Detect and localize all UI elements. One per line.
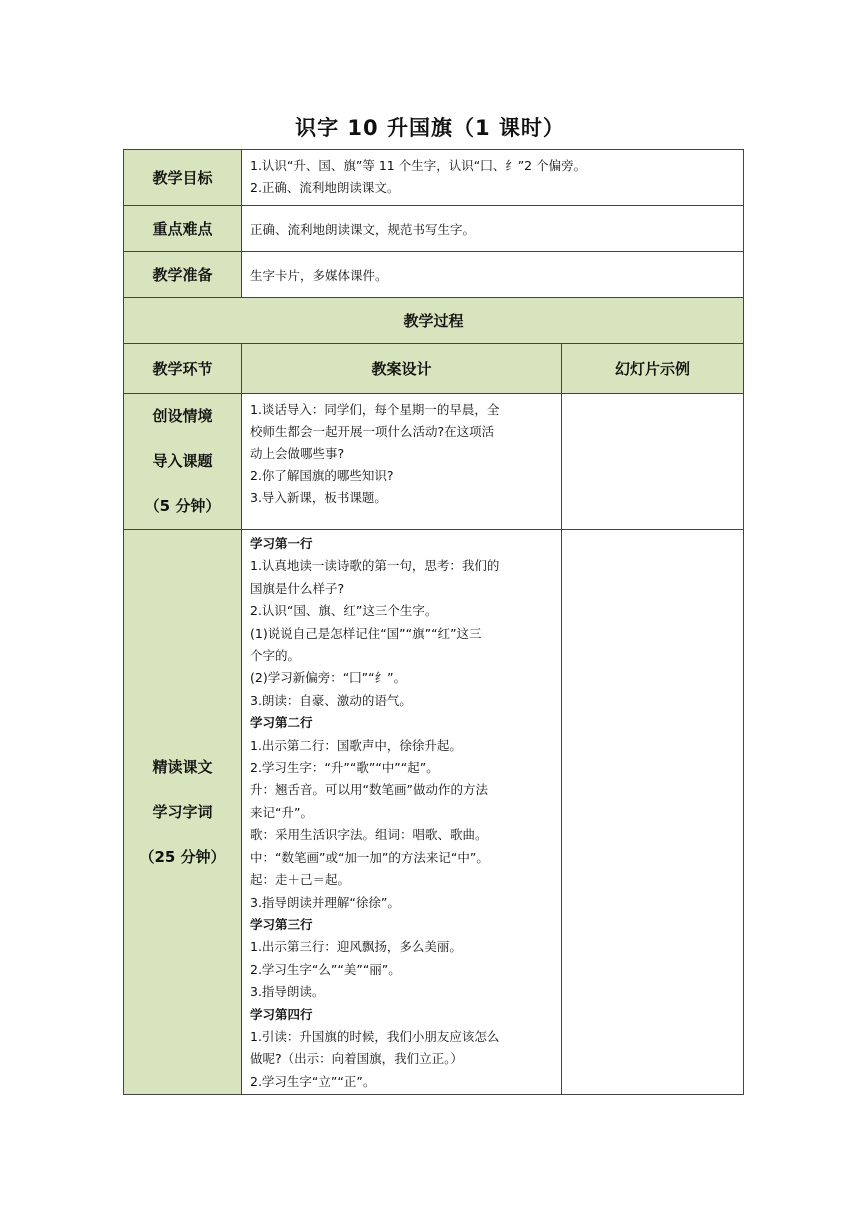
content-line: 校师生都会一起开展一项什么活动?在这项活 xyxy=(250,424,495,439)
section-reading-slide xyxy=(562,530,744,1095)
content-line: 3.指导朗读并理解“徐徐”。 xyxy=(250,894,400,910)
keypoints-row xyxy=(124,206,744,252)
section-intro-step xyxy=(124,394,242,530)
content-line: 3.朗读：自豪、激动的语气。 xyxy=(250,692,412,708)
section-intro-content xyxy=(242,394,562,530)
content-line: 2.学习生字：“升”“歌”“中”“起”。 xyxy=(250,760,439,776)
prep-content: 生字卡片，多媒体课件。 xyxy=(242,252,744,298)
content-line: 升：翘舌音。可以用“数笔画”做动作的方法 xyxy=(250,782,488,798)
section-reading-row xyxy=(124,530,744,1095)
reading-lines xyxy=(250,533,553,1093)
content-line: 中：“数笔画”或“加一加”的方法来记“中”。 xyxy=(250,849,489,865)
content-line: (2)学习新偏旁：“囗”“纟”。 xyxy=(250,670,407,686)
content-line: (1)说说自己是怎样记住“国”“旗”“红”这三 xyxy=(250,625,482,641)
content-line: 国旗是什么样子? xyxy=(250,580,345,596)
column-header-step: 教学环节 xyxy=(124,344,242,394)
content-line: 来记“升”。 xyxy=(250,804,313,820)
content-line: 1.引读：升国旗的时候，我们小朋友应该怎么 xyxy=(250,1028,500,1044)
subsection-heading: 学习第四行 xyxy=(250,1006,313,1022)
content-line: 1.认真地读一读诗歌的第一句，思考：我们的 xyxy=(250,558,500,574)
content-line: 1.出示第三行：迎风飘扬，多么美丽。 xyxy=(250,939,462,955)
section-reading-step xyxy=(124,530,242,1095)
goals-label: 教学目标 xyxy=(124,150,242,206)
content-line: 歌：采用生活识字法。组词：唱歌、歌曲。 xyxy=(250,827,488,843)
process-header: 教学过程 xyxy=(124,298,744,344)
step-line: 精读课文 xyxy=(152,757,213,776)
content-line: 起：走＋己＝起。 xyxy=(250,872,351,888)
goals-content xyxy=(242,150,744,206)
content-line: 3.导入新课，板书课题。 xyxy=(250,490,387,505)
content-line: 做呢?（出示：向着国旗，我们立正。） xyxy=(250,1051,463,1067)
content-line: 3.指导朗读。 xyxy=(250,984,325,1000)
keypoints-label: 重点难点 xyxy=(124,206,242,252)
prep-row xyxy=(124,252,744,298)
goals-row xyxy=(124,150,744,206)
keypoints-content: 正确、流利地朗读课文，规范书写生字。 xyxy=(242,206,744,252)
content-line: 2.学习生字“立”“正”。 xyxy=(250,1073,376,1089)
column-header-design: 教案设计 xyxy=(242,344,562,394)
step-line: （5 分钟） xyxy=(144,497,221,515)
lesson-plan-table xyxy=(123,149,744,1095)
process-header-row xyxy=(124,298,744,344)
step-line: 学习字词 xyxy=(152,802,213,821)
step-line: 创设情境 xyxy=(152,407,213,425)
content-line: 1.出示第二行：国歌声中，徐徐升起。 xyxy=(250,737,462,753)
step-line: （25 分钟） xyxy=(139,847,226,866)
column-header-slides: 幻灯片示例 xyxy=(562,344,744,394)
subsection-heading: 学习第三行 xyxy=(250,916,313,932)
content-line: 动上会做哪些事? xyxy=(250,446,345,461)
goals-line: 2.正确、流利地朗读课文。 xyxy=(250,180,400,195)
content-line: 2.学习生字“么”“美”“丽”。 xyxy=(250,961,401,977)
content-line: 1.谈话导入：同学们，每个星期一的早晨，全 xyxy=(250,402,500,417)
section-intro-row xyxy=(124,394,744,530)
step-line: 导入课题 xyxy=(152,452,213,470)
subsection-heading: 学习第二行 xyxy=(250,715,313,731)
content-line: 2.认识“国、旗、红”这三个生字。 xyxy=(250,603,438,619)
prep-label: 教学准备 xyxy=(124,252,242,298)
goals-line: 1.认识“升、国、旗”等 11 个生字，认识“囗、纟”2 个偏旁。 xyxy=(250,158,587,173)
section-intro-slide xyxy=(562,394,744,530)
page-title: 识字 10 升国旗（1 课时） xyxy=(295,116,565,140)
section-reading-content xyxy=(242,530,562,1095)
subsection-heading: 学习第一行 xyxy=(250,536,313,551)
column-header-row xyxy=(124,344,744,394)
content-line: 2.你了解国旗的哪些知识? xyxy=(250,468,394,483)
content-line: 个字的。 xyxy=(250,648,301,664)
